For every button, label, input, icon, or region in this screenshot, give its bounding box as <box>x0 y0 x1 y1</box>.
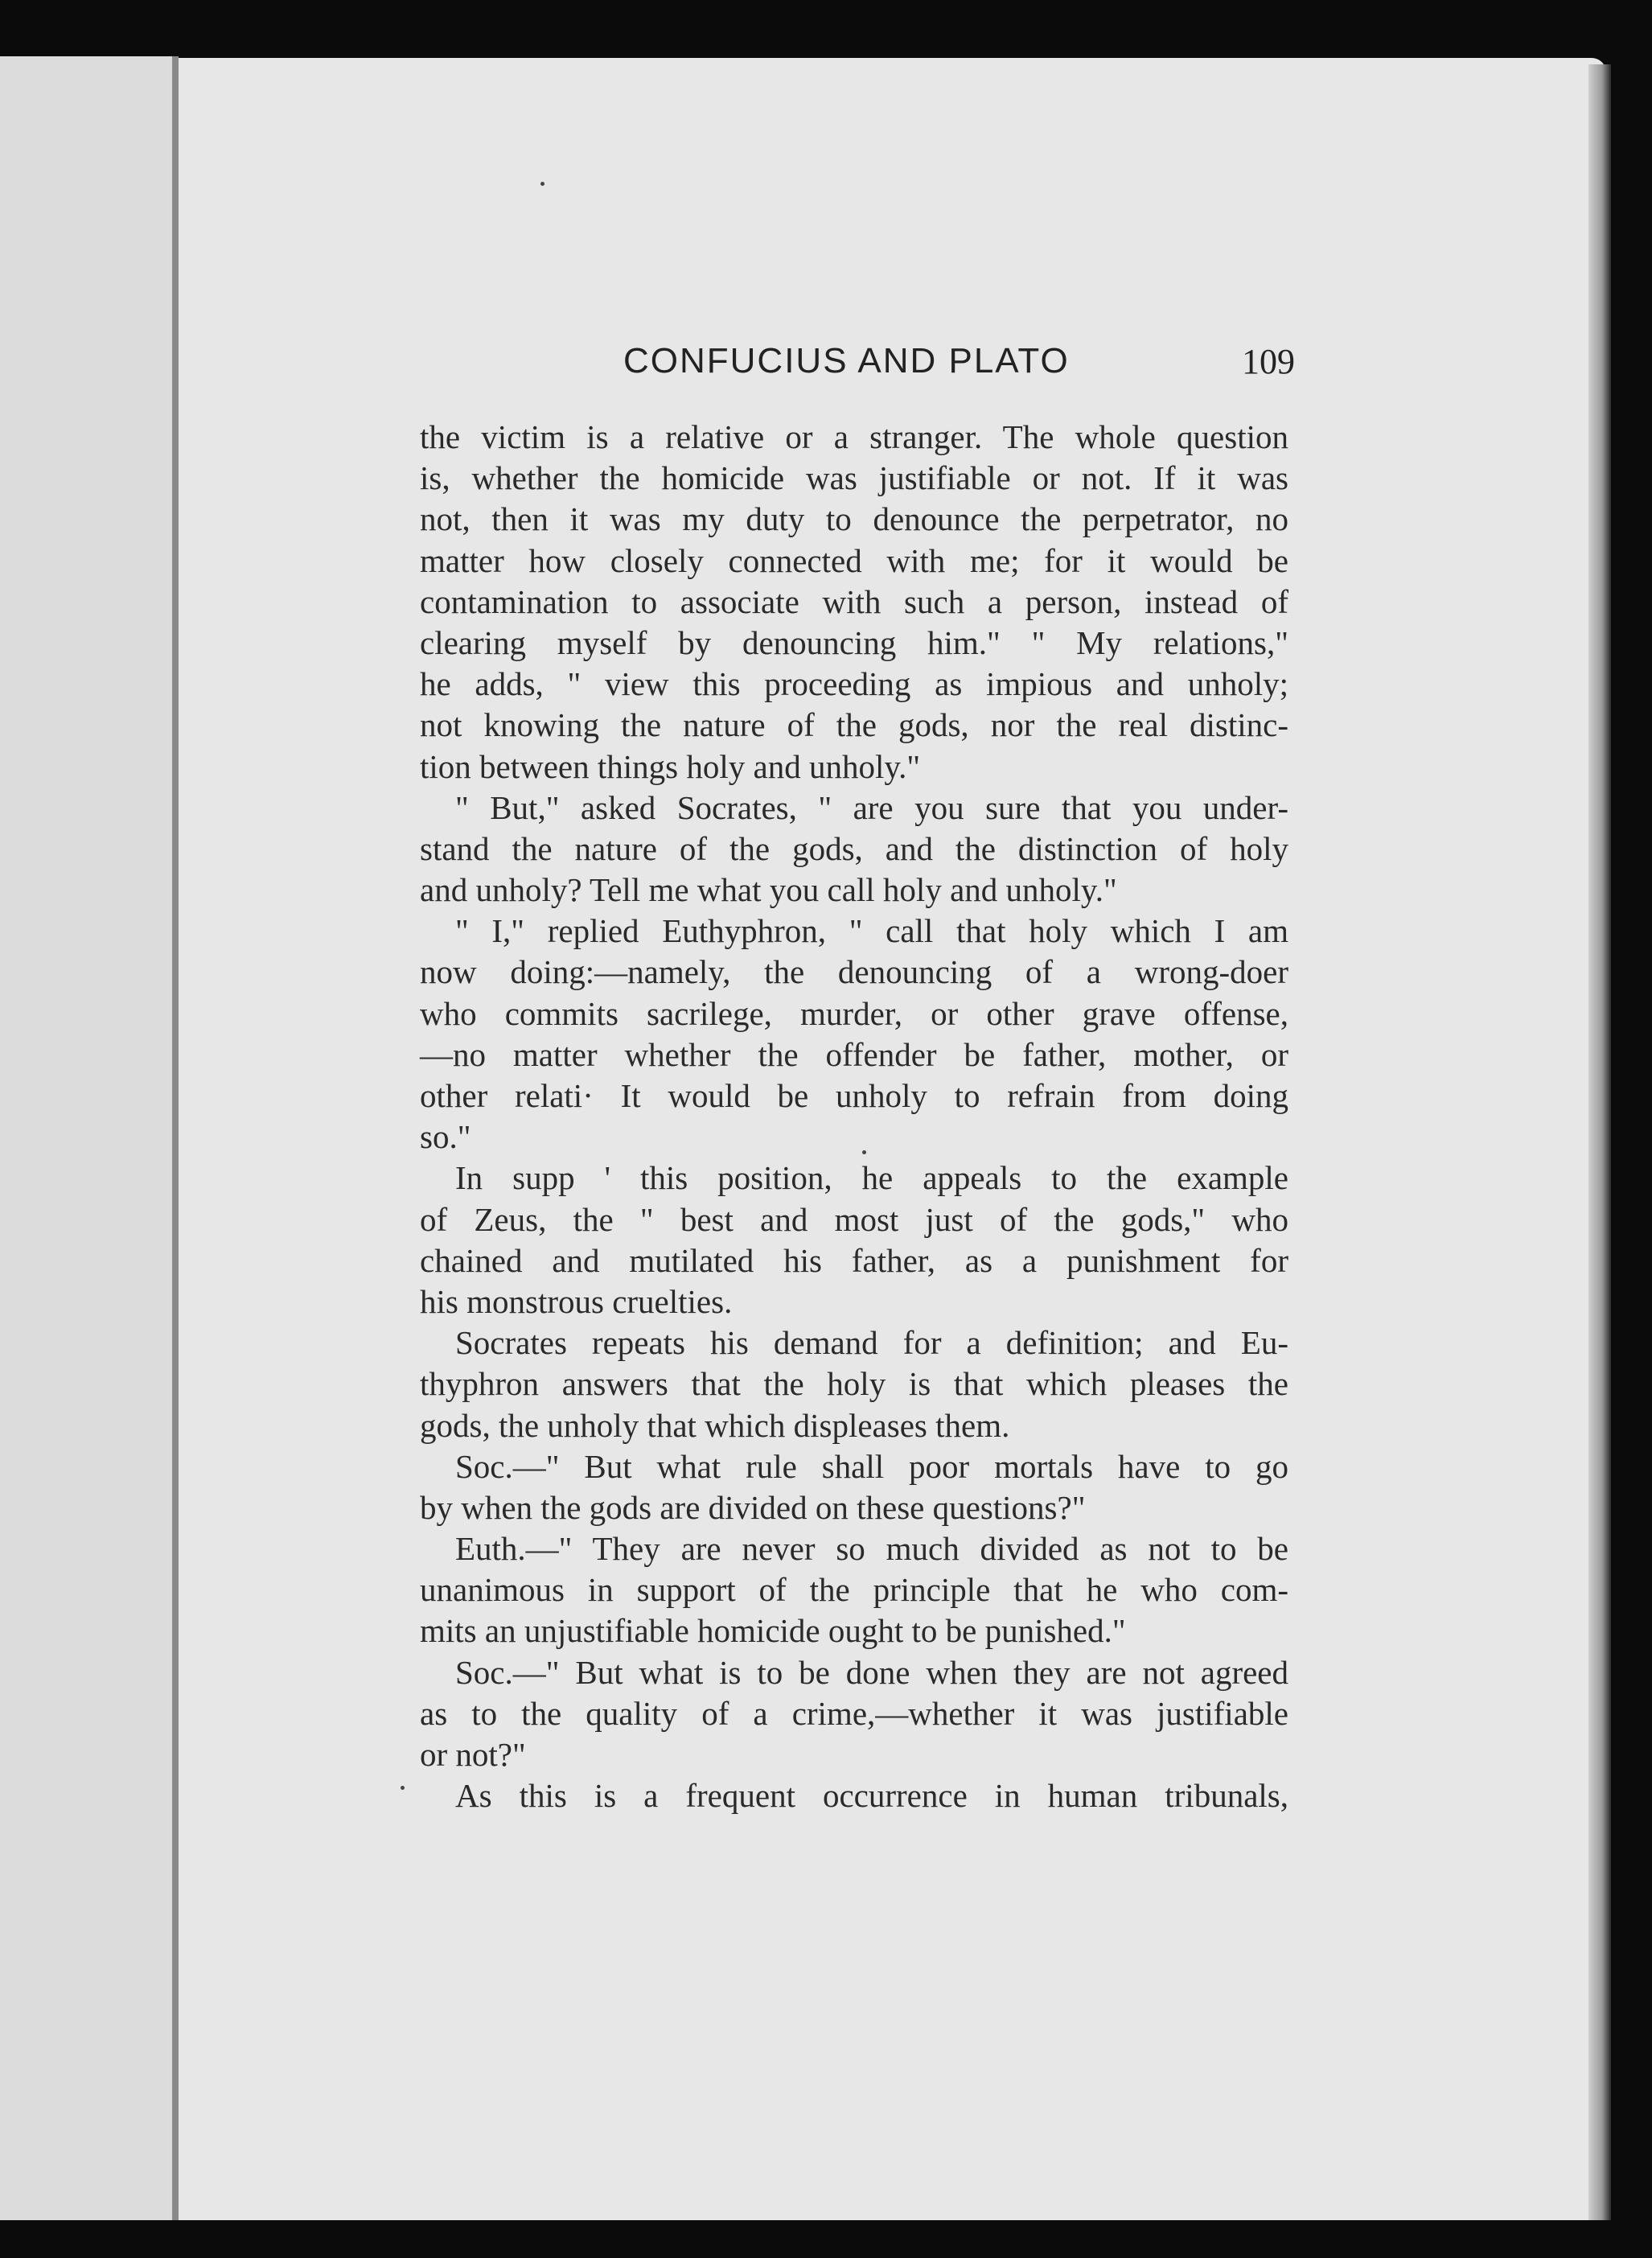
text-line: tion between things holy and unholy." <box>420 747 921 785</box>
text-line: not, then it was my duty to denounce the perpetrator, no <box>420 500 1288 538</box>
text-line: clearing myself by denouncing him." " My relations," <box>420 623 1288 661</box>
text-line: as to the quality of a crime,—whether it was justifiable <box>420 1694 1288 1732</box>
facing-page-edge <box>0 56 177 2228</box>
text-line: gods, the unholy that which displeases them. <box>420 1406 1010 1444</box>
text-line: Socrates repeats his demand for a definition; and Eu- <box>455 1324 1288 1362</box>
text-line: " I," replied Euthyphron, " call that holy which I am <box>455 912 1288 950</box>
text-line: Soc.—" But what rule shall poor mortals have to go <box>455 1447 1288 1485</box>
text-line: the victim is a relative or a stranger. The whole question <box>420 418 1288 455</box>
text-line: " But," asked Socrates, " are you sure that you under- <box>455 788 1288 826</box>
text-line: —no matter whether the offender be father, mother, or <box>420 1035 1288 1073</box>
text-line: his monstrous cruelties. <box>420 1282 733 1320</box>
text-line: As this is a frequent occurrence in human tribunals, <box>455 1777 1288 1815</box>
text-line: he adds, " view this proceeding as impious and unholy; <box>420 665 1288 703</box>
page-number: 109 <box>1242 342 1295 381</box>
page-fore-edge <box>1588 64 1611 2220</box>
running-head: CONFUCIUS AND PLATO <box>623 341 1070 380</box>
text-line: by when the gods are divided on these questions?" <box>420 1488 1086 1526</box>
text-line: Soc.—" But what is to be done when they are not agreed <box>455 1653 1288 1691</box>
text-line: stand the nature of the gods, and the distinction of holy <box>420 829 1288 867</box>
text-line: contamination to associate with such a person, instead of <box>420 582 1288 620</box>
text-line: not knowing the nature of the gods, nor the real distinc- <box>420 706 1288 744</box>
text-line: Euth.—" They are never so much divided as not to be <box>455 1530 1288 1568</box>
text-line: is, whether the homicide was justifiable or not. If it was <box>420 459 1288 497</box>
gutter-shadow <box>172 56 179 2228</box>
text-line: thyphron answers that the holy is that which pleases the <box>420 1365 1288 1403</box>
text-line: other relati· It would be unholy to refrain from doing <box>420 1077 1288 1114</box>
text-line: chained and mutilated his father, as a punishment for <box>420 1241 1288 1279</box>
scan-border <box>0 2220 1652 2258</box>
text-line: so." <box>420 1118 471 1156</box>
text-line: now doing:—namely, the denouncing of a wrong-doer <box>420 953 1288 991</box>
body-text <box>420 417 1288 1816</box>
scan-speck <box>540 182 545 186</box>
text-line: matter how closely connected with me; for it would be <box>420 541 1288 579</box>
text-line: unanimous in support of the principle that he who com- <box>420 1571 1288 1609</box>
text-line: who commits sacrilege, murder, or other grave offense, <box>420 994 1288 1032</box>
text-line: mits an unjustifiable homicide ought to be punished." <box>420 1612 1126 1650</box>
text-line: or not?" <box>420 1736 526 1773</box>
text-line: In supp ' this position, he appeals to the example <box>455 1159 1288 1197</box>
scan-speck <box>401 1786 405 1790</box>
page-header <box>418 341 1295 389</box>
scan-speck <box>862 1150 866 1154</box>
text-line: of Zeus, the " best and most just of the gods," who <box>420 1200 1288 1238</box>
text-line: and unholy? Tell me what you call holy and unholy." <box>420 871 1117 909</box>
